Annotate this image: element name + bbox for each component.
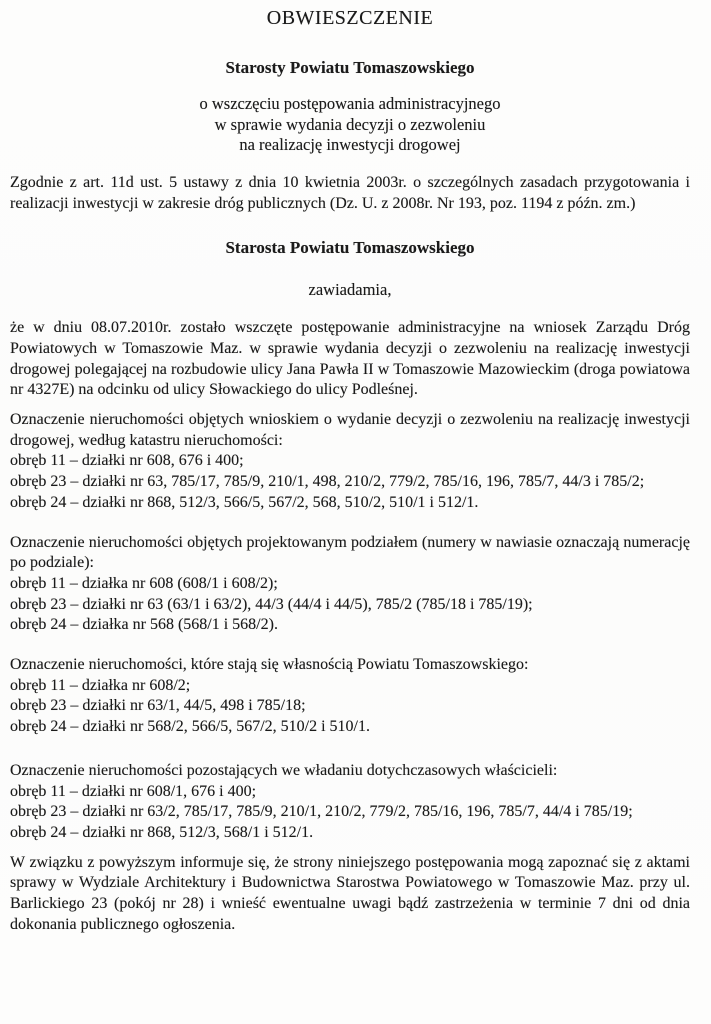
parcel-item: obręb 23 – działki nr 63/1, 44/5, 498 i 785/18; bbox=[10, 697, 306, 715]
section-remaining-owners-parcels bbox=[10, 761, 690, 844]
parcel-item: obręb 24 – działki nr 568/2, 566/5, 567/2, 510/2 i 510/1. bbox=[10, 718, 370, 736]
authority-genitive-heading: Starosty Powiatu Tomaszowskiego bbox=[225, 58, 475, 77]
notification-word: zawiadamia, bbox=[308, 279, 392, 299]
parcel-list bbox=[10, 451, 690, 513]
notice-paragraph: że w dniu 08.07.2010r. zostało wszczęte postępowanie administracyjne na wniosek Zarządu Dróg Powiatowych w Tomaszowie Maz. w sprawie wydania decyzji o zezwoleniu na realizację inwestycji drogowej polegającej na rozbudowie ulicy Jana Pawła II w Tomaszowie Mazowieckim (droga powiatowa nr 4327E) na odcinku od ulicy Słowackiego do ulicy Podleśnej. bbox=[10, 319, 690, 399]
section-lead: Oznaczenie nieruchomości objętych projektowanym podziałem (numery w nawiasie oznaczają numerację po podziale): bbox=[10, 533, 690, 572]
parcel-list bbox=[10, 676, 690, 738]
parcel-item: obręb 11 – działka nr 608/2; bbox=[10, 676, 191, 694]
section-lead: Oznaczenie nieruchomości, które stają się własnością Powiatu Tomaszowskiego: bbox=[10, 656, 529, 674]
subject-line: na realizację inwestycji drogowej bbox=[239, 135, 461, 155]
parcel-item: obręb 24 – działka nr 568 (568/1 i 568/2). bbox=[10, 616, 278, 634]
issuer-heading: Starosta Powiatu Tomaszowskiego bbox=[225, 237, 475, 257]
subject-line: o wszczęciu postępowania administracyjnego bbox=[199, 94, 501, 113]
section-lead: Oznaczenie nieruchomości pozostających we władaniu dotychczasowych właścicieli: bbox=[10, 761, 558, 779]
parcel-item: obręb 23 – działki nr 63, 785/17, 785/9, 210/1, 498, 210/2, 779/2, 785/16, 196, 785/7, 44/3 i 785/2; bbox=[10, 473, 645, 491]
section-lead: Oznaczenie nieruchomości objętych wnioskiem o wydanie decyzji o zezwoleniu na realizację inwestycji drogowej, według katastru nieruchomości: bbox=[10, 411, 690, 449]
parcel-item: obręb 24 – działki nr 868, 512/3, 568/1 i 512/1. bbox=[10, 823, 314, 841]
parcel-list bbox=[10, 574, 690, 636]
page-title: OBWIESZCZENIE bbox=[266, 7, 434, 29]
legal-basis-paragraph: Zgodnie z art. 11d ust. 5 ustawy z dnia 10 kwietnia 2003r. o szczególnych zasadach przygotowania i realizacji inwestycji w zakresie dróg publicznych (Dz. U. z 2008r. Nr 193, poz. 1194 z późn. zm.) bbox=[10, 174, 690, 212]
subject-block bbox=[10, 94, 690, 156]
parcel-item: obręb 11 – działki nr 608/1, 676 i 400; bbox=[10, 782, 257, 800]
parcel-list bbox=[10, 782, 690, 844]
section-division-parcels bbox=[10, 533, 690, 637]
parcel-item: obręb 11 – działka nr 608 (608/1 i 608/2); bbox=[10, 574, 278, 592]
parcel-item: obręb 23 – działki nr 63/2, 785/17, 785/9, 210/1, 210/2, 779/2, 785/16, 196, 785/7, 44/4 i 785/19; bbox=[10, 803, 633, 821]
closing-paragraph: W związku z powyższym informuje się, że strony niniejszego postępowania mogą zapoznać się z aktami sprawy w Wydziale Architektury i Budownictwa Starostwa Powiatowego w Tomaszowie Maz. przy ul. Barlickiego 23 (pokój nr 28) i wnieść ewentualne uwagi bądź zastrzeżenia w terminie 7 dni od dnia dokonania publicznego ogłoszenia. bbox=[10, 853, 690, 933]
section-county-ownership-parcels bbox=[10, 655, 690, 738]
parcel-item: obręb 23 – działki nr 63 (63/1 i 63/2), 44/3 (44/4 i 44/5), 785/2 (785/18 i 785/19); bbox=[10, 595, 533, 613]
parcel-item: obręb 24 – działki nr 868, 512/3, 566/5, 567/2, 568, 510/2, 510/1 i 512/1. bbox=[10, 493, 479, 511]
parcel-item: obręb 11 – działki nr 608, 676 i 400; bbox=[10, 452, 244, 470]
subject-line: w sprawie wydania decyzji o zezwoleniu bbox=[214, 114, 486, 134]
section-application-parcels bbox=[10, 410, 690, 514]
